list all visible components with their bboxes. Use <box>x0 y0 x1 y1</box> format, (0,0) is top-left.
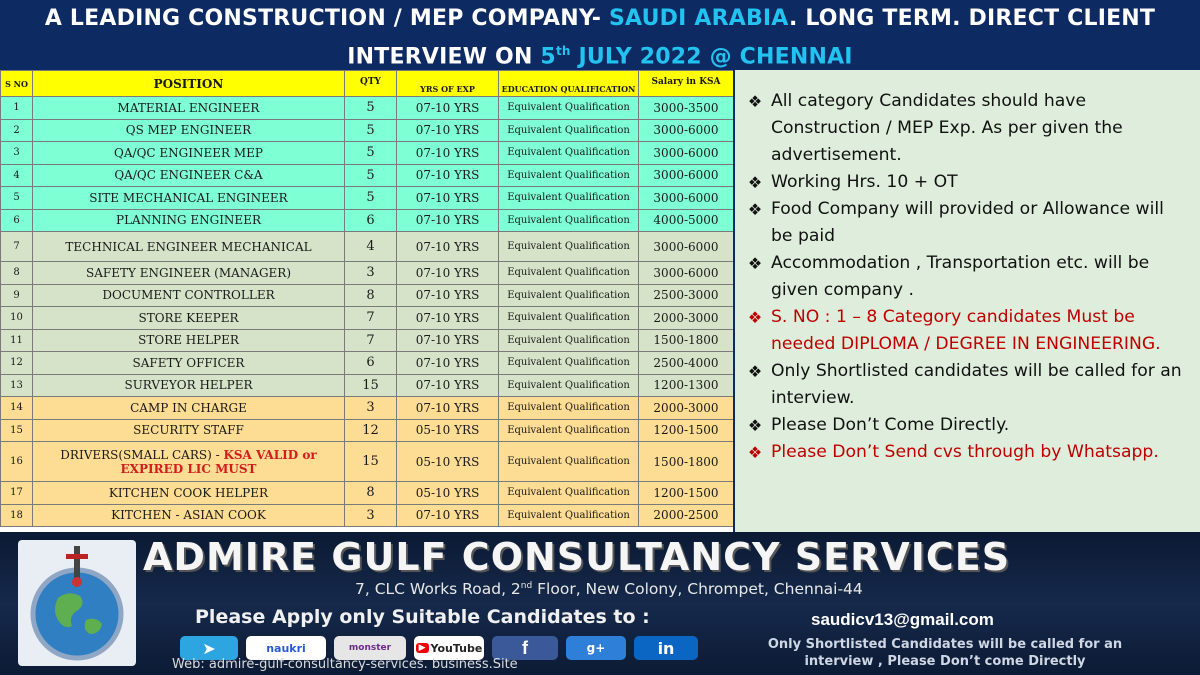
cell-salary: 3000-6000 <box>639 119 734 142</box>
cell-position: MATERIAL ENGINEER <box>33 97 345 120</box>
cell-experience: 05-10 YRS <box>397 419 499 442</box>
cell-sno: 16 <box>1 442 33 482</box>
naukri-icon[interactable]: naukri <box>246 636 326 660</box>
cell-sno: 3 <box>1 142 33 165</box>
diamond-bullet-icon: ❖ <box>747 92 763 111</box>
requirement-item <box>743 169 1190 196</box>
positions-table-wrapper <box>0 70 733 532</box>
positions-table <box>0 70 734 527</box>
table-row <box>1 374 734 397</box>
telegram-icon[interactable]: ➤ <box>180 636 238 660</box>
requirement-item <box>743 358 1190 412</box>
linkedin-icon[interactable]: in <box>634 636 698 660</box>
cell-experience: 07-10 YRS <box>397 232 499 262</box>
shortlist-notice: Only Shortlisted Candidates will be called for an interview , Please Don’t come Directly <box>767 637 1123 669</box>
cell-experience: 05-10 YRS <box>397 482 499 505</box>
cell-qty: 3 <box>345 262 397 285</box>
monster-icon[interactable]: monster <box>334 636 406 660</box>
cell-education: Equivalent Qualification <box>499 119 639 142</box>
address-text: Floor, New Colony, Chrompet, Chennai-44 <box>532 580 863 598</box>
cell-experience: 07-10 YRS <box>397 397 499 420</box>
cell-salary: 4000-5000 <box>639 209 734 232</box>
cell-position: TECHNICAL ENGINEER MECHANICAL <box>33 232 345 262</box>
requirement-item <box>743 412 1190 439</box>
cell-sno: 11 <box>1 329 33 352</box>
header-text: . LONG TERM. DIRECT CLIENT <box>788 6 1156 31</box>
website-link[interactable]: Web: admire-gulf-consultancy-services. business.Site <box>172 657 518 672</box>
cell-salary: 1500-1800 <box>639 329 734 352</box>
table-row <box>1 187 734 210</box>
requirement-item <box>743 196 1190 250</box>
column-header-sno: S NO <box>1 71 33 97</box>
cell-education: Equivalent Qualification <box>499 329 639 352</box>
diamond-bullet-icon: ❖ <box>747 200 763 219</box>
cell-qty: 8 <box>345 284 397 307</box>
interview-date: JULY 2022 @ CHENNAI <box>570 44 853 70</box>
cell-experience: 07-10 YRS <box>397 119 499 142</box>
cell-sno: 2 <box>1 119 33 142</box>
requirement-text: Please Don’t Send cvs through by Whatsapp. <box>771 442 1159 462</box>
cell-sno: 4 <box>1 164 33 187</box>
requirements-panel <box>733 70 1200 532</box>
cell-qty: 7 <box>345 329 397 352</box>
cell-qty: 6 <box>345 209 397 232</box>
table-row <box>1 352 734 375</box>
cell-position: SITE MECHANICAL ENGINEER <box>33 187 345 210</box>
interview-day: 5 <box>540 44 556 70</box>
table-row <box>1 284 734 307</box>
youtube-play-icon: ▶ <box>416 643 429 653</box>
position-text: DRIVERS(SMALL CARS) - <box>60 447 224 462</box>
cell-qty: 12 <box>345 419 397 442</box>
requirement-item <box>743 88 1190 169</box>
cell-experience: 07-10 YRS <box>397 262 499 285</box>
cell-position <box>33 442 345 482</box>
table-row <box>1 442 734 482</box>
cell-qty: 5 <box>345 119 397 142</box>
table-row <box>1 119 734 142</box>
cell-position: KITCHEN - ASIAN COOK <box>33 504 345 527</box>
header-text: INTERVIEW ON <box>347 44 541 70</box>
header-line-1 <box>0 0 1200 35</box>
cell-salary: 2000-3000 <box>639 397 734 420</box>
cell-sno: 8 <box>1 262 33 285</box>
requirements-list <box>743 88 1190 466</box>
requirement-text: Working Hrs. 10 + OT <box>771 172 958 192</box>
column-header-salary: Salary in KSA <box>639 71 734 97</box>
table-row <box>1 262 734 285</box>
cell-position: PLANNING ENGINEER <box>33 209 345 232</box>
cell-experience: 07-10 YRS <box>397 164 499 187</box>
requirement-text: Food Company will provided or Allowance will be paid <box>771 199 1164 246</box>
cell-experience: 07-10 YRS <box>397 504 499 527</box>
position-requirement-note: KSA VALID or EXPIRED LIC MUST <box>120 447 317 476</box>
cell-experience: 07-10 YRS <box>397 209 499 232</box>
cell-education: Equivalent Qualification <box>499 307 639 330</box>
cell-education: Equivalent Qualification <box>499 482 639 505</box>
page-header <box>0 0 1200 70</box>
cell-experience: 07-10 YRS <box>397 284 499 307</box>
cell-education: Equivalent Qualification <box>499 284 639 307</box>
cell-qty: 3 <box>345 504 397 527</box>
header-text: A LEADING CONSTRUCTION / MEP COMPANY- <box>44 6 609 31</box>
cell-sno: 13 <box>1 374 33 397</box>
cell-salary: 1200-1300 <box>639 374 734 397</box>
cell-position: STORE KEEPER <box>33 307 345 330</box>
table-header-row <box>1 71 734 97</box>
cell-experience: 05-10 YRS <box>397 442 499 482</box>
globe-logo-icon <box>18 540 136 666</box>
youtube-label: YouTube <box>430 641 483 655</box>
cell-salary: 2500-3000 <box>639 284 734 307</box>
cell-education: Equivalent Qualification <box>499 187 639 210</box>
cell-sno: 5 <box>1 187 33 210</box>
cell-qty: 6 <box>345 352 397 375</box>
cell-education: Equivalent Qualification <box>499 352 639 375</box>
cell-education: Equivalent Qualification <box>499 262 639 285</box>
cell-education: Equivalent Qualification <box>499 442 639 482</box>
cell-sno: 9 <box>1 284 33 307</box>
cell-experience: 07-10 YRS <box>397 97 499 120</box>
cell-salary: 1500-1800 <box>639 442 734 482</box>
cell-sno: 10 <box>1 307 33 330</box>
cell-experience: 07-10 YRS <box>397 142 499 165</box>
cell-position: SURVEYOR HELPER <box>33 374 345 397</box>
table-row <box>1 482 734 505</box>
cell-education: Equivalent Qualification <box>499 232 639 262</box>
cell-salary: 2000-3000 <box>639 307 734 330</box>
header-country: SAUDI ARABIA <box>608 6 789 31</box>
header-line-2 <box>0 35 1200 73</box>
cell-qty: 5 <box>345 164 397 187</box>
diamond-bullet-icon: ❖ <box>747 362 763 381</box>
company-address <box>355 580 863 598</box>
cell-experience: 07-10 YRS <box>397 307 499 330</box>
cell-experience: 07-10 YRS <box>397 329 499 352</box>
cell-qty: 15 <box>345 374 397 397</box>
cell-education: Equivalent Qualification <box>499 142 639 165</box>
cell-sno: 18 <box>1 504 33 527</box>
cell-qty: 7 <box>345 307 397 330</box>
cell-salary: 1200-1500 <box>639 482 734 505</box>
column-header-position: POSITION <box>33 71 345 97</box>
cell-salary: 3000-3500 <box>639 97 734 120</box>
cell-position: CAMP IN CHARGE <box>33 397 345 420</box>
facebook-icon[interactable]: f <box>492 636 558 660</box>
requirement-text: All category Candidates should have Construction / MEP Exp. As per given the advertisement. <box>771 91 1123 165</box>
cell-sno: 7 <box>1 232 33 262</box>
cell-sno: 17 <box>1 482 33 505</box>
cell-education: Equivalent Qualification <box>499 209 639 232</box>
apply-instruction: Please Apply only Suitable Candidates to : <box>195 606 650 628</box>
cell-salary: 3000-6000 <box>639 142 734 165</box>
table-row <box>1 504 734 527</box>
diamond-bullet-icon: ❖ <box>747 254 763 273</box>
diamond-bullet-icon: ❖ <box>747 173 763 192</box>
cell-salary: 2000-2500 <box>639 504 734 527</box>
google-plus-icon[interactable]: g+ <box>566 636 626 660</box>
cell-education: Equivalent Qualification <box>499 504 639 527</box>
requirement-text: Please Don’t Come Directly. <box>771 415 1010 435</box>
cell-qty: 5 <box>345 142 397 165</box>
diamond-bullet-icon: ❖ <box>747 443 763 462</box>
column-header-qty: QTY <box>345 71 397 97</box>
cell-experience: 07-10 YRS <box>397 352 499 375</box>
cell-qty: 3 <box>345 397 397 420</box>
table-body <box>1 97 734 527</box>
table-row <box>1 164 734 187</box>
cell-position: QA/QC ENGINEER C&A <box>33 164 345 187</box>
cell-sno: 15 <box>1 419 33 442</box>
requirement-item <box>743 439 1190 466</box>
address-text: 7, CLC Works Road, 2 <box>355 580 521 598</box>
table-row <box>1 307 734 330</box>
cell-education: Equivalent Qualification <box>499 97 639 120</box>
cell-qty: 5 <box>345 187 397 210</box>
cell-salary: 2500-4000 <box>639 352 734 375</box>
table-row <box>1 397 734 420</box>
cell-salary: 3000-6000 <box>639 164 734 187</box>
table-row <box>1 142 734 165</box>
requirement-text: S. NO : 1 – 8 Category candidates Must be needed DIPLOMA / DEGREE IN ENGINEERING. <box>771 307 1161 354</box>
requirement-item <box>743 304 1190 358</box>
requirement-text: Accommodation , Transportation etc. will be given company . <box>771 253 1150 300</box>
interview-day-suffix: th <box>555 44 571 58</box>
cell-salary: 3000-6000 <box>639 232 734 262</box>
cell-position: SAFETY OFFICER <box>33 352 345 375</box>
cell-position: DOCUMENT CONTROLLER <box>33 284 345 307</box>
cell-sno: 1 <box>1 97 33 120</box>
table-row <box>1 419 734 442</box>
cell-experience: 07-10 YRS <box>397 374 499 397</box>
cell-qty: 4 <box>345 232 397 262</box>
cell-qty: 15 <box>345 442 397 482</box>
cell-position: QS MEP ENGINEER <box>33 119 345 142</box>
table-row <box>1 329 734 352</box>
cell-position: SECURITY STAFF <box>33 419 345 442</box>
cell-education: Equivalent Qualification <box>499 419 639 442</box>
cell-experience: 07-10 YRS <box>397 187 499 210</box>
cell-position: KITCHEN COOK HELPER <box>33 482 345 505</box>
address-floor-suffix: nd <box>520 580 533 591</box>
cell-position: QA/QC ENGINEER MEP <box>33 142 345 165</box>
table-row <box>1 232 734 262</box>
company-name: ADMIRE GULF CONSULTANCY SERVICES <box>143 535 1011 579</box>
cell-sno: 14 <box>1 397 33 420</box>
diamond-bullet-icon: ❖ <box>747 416 763 435</box>
cell-education: Equivalent Qualification <box>499 374 639 397</box>
cell-qty: 5 <box>345 97 397 120</box>
cell-education: Equivalent Qualification <box>499 164 639 187</box>
cell-salary: 1200-1500 <box>639 419 734 442</box>
requirement-text: Only Shortlisted candidates will be called for an interview. <box>771 361 1182 408</box>
contact-email-link[interactable]: saudicv13@gmail.com <box>811 610 994 629</box>
cell-position: SAFETY ENGINEER (MANAGER) <box>33 262 345 285</box>
cell-education: Equivalent Qualification <box>499 397 639 420</box>
requirement-item <box>743 250 1190 304</box>
diamond-bullet-icon: ❖ <box>747 308 763 327</box>
table-row <box>1 209 734 232</box>
company-footer <box>0 532 1200 675</box>
cell-salary: 3000-6000 <box>639 187 734 210</box>
cell-position: STORE HELPER <box>33 329 345 352</box>
cell-sno: 6 <box>1 209 33 232</box>
column-header-education: EDUCATION QUALIFICATION <box>499 71 639 97</box>
cell-qty: 8 <box>345 482 397 505</box>
column-header-experience: YRS OF EXP <box>397 71 499 97</box>
cell-salary: 3000-6000 <box>639 262 734 285</box>
cell-sno: 12 <box>1 352 33 375</box>
table-row <box>1 97 734 120</box>
